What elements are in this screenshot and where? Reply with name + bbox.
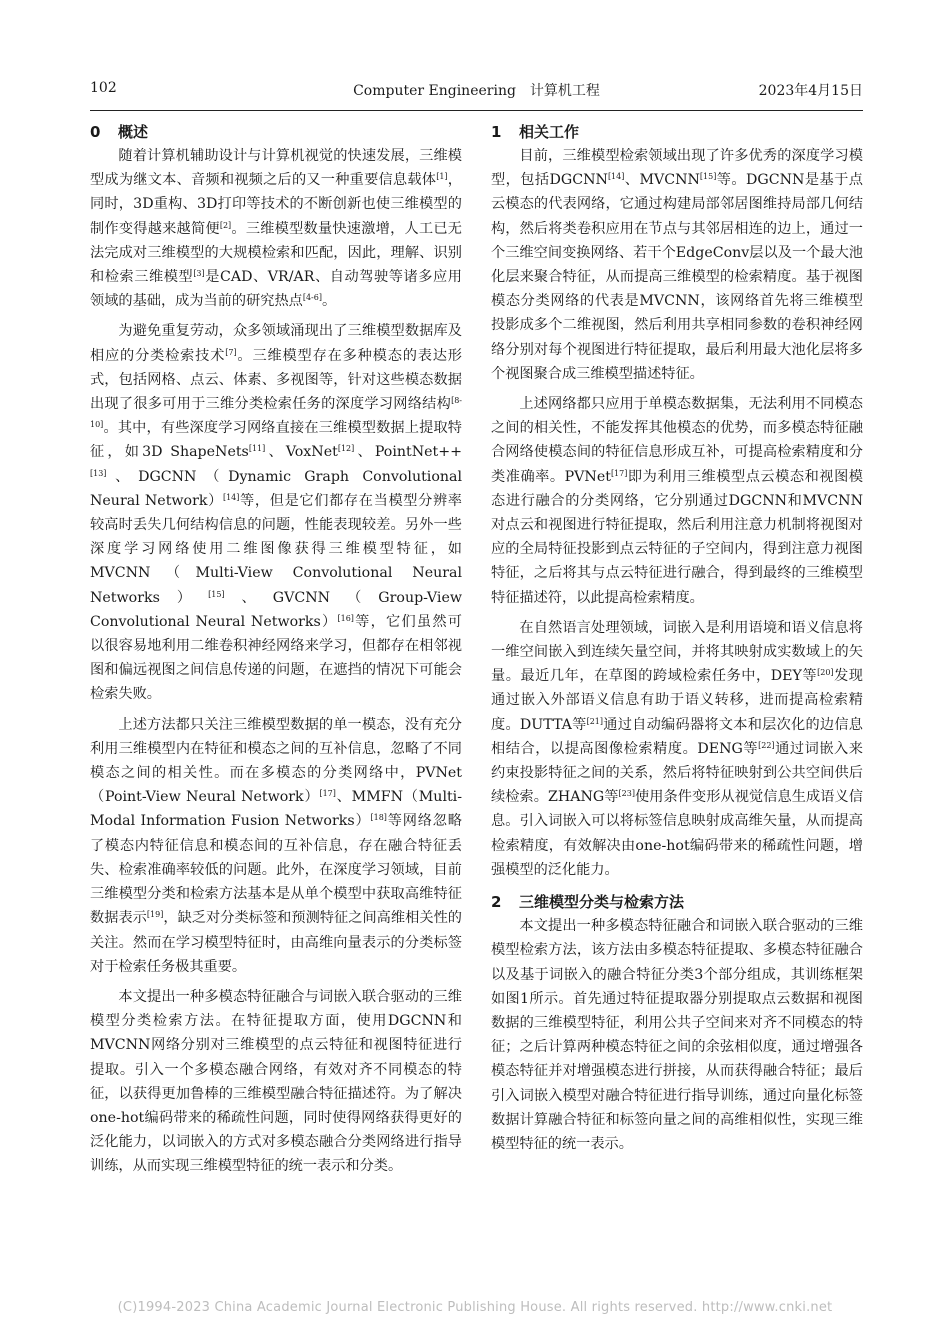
- text-run: 通过词嵌入来约束投影特征之间的关系，然后将特征映射到公共空间供后续检索。ZHANG等: [491, 740, 863, 806]
- section-number: 1: [491, 123, 502, 141]
- section-title: 概述: [118, 123, 149, 141]
- text-run: 、PointNet++: [354, 444, 462, 461]
- section-number: 0: [90, 123, 101, 141]
- text-run: 。其中，有些深度学习网络直接在三维模型数据上提取特征，如3D ShapeNets: [90, 420, 462, 461]
- text-run: 通过自动编码器将文本和层次化的边信息相结合，以提高图像检索精度。DENG等: [491, 716, 863, 757]
- citation-ref: [23]: [618, 789, 635, 799]
- header-rule: [90, 110, 863, 111]
- text-run: 在自然语言处理领域，词嵌入是利用语境和语义信息将一维空间嵌入到连续矢量空间，并将其映射成实数域上的矢量。最近几年，在草图的跨域检索任务中，DEY等: [491, 619, 863, 685]
- text-run: 为避免重复劳动，众多领域涌现出了三维模型数据库及相应的分类检索技术: [90, 323, 462, 364]
- paragraph: [491, 914, 863, 1156]
- citation-ref: [1]: [436, 172, 448, 182]
- text-run: 发现通过嵌入外部语义信息有助于语义转移，进而提高检索精度。DUTTA等: [491, 668, 863, 733]
- section-body: [90, 144, 462, 1179]
- citation-ref: [22]: [758, 740, 775, 750]
- text-run: 是CAD、VR/AR、自动驾驶等诸多应用领域的基础，成为当前的研究热点: [90, 269, 462, 310]
- citation-ref: [7]: [225, 347, 237, 357]
- text-run: 等，它们虽然可以很容易地利用二维卷积神经网络来学习，但都存在相邻视图和偏远视图之间信息传递的问题，在遮挡的情况下可能会检索失败。: [90, 613, 462, 703]
- paragraph: [90, 319, 462, 706]
- section-number: 2: [491, 893, 502, 912]
- section-title: 相关工作: [519, 123, 580, 141]
- page-number: 102: [90, 80, 117, 96]
- citation-ref: [11]: [248, 444, 266, 454]
- text-run: 等。DGCNN是基于点云模态的代表网络，它通过构建局部邻居图维持局部几何结构，然后将类卷积应用在节点与其邻居相连的边上，通过一个三维空间变换网络、若干个EdgeConv层以及一个最大池化层来聚合特征，从而提高三维模型的检索精度。基于视图模态分类网络的代表是MVCNN，该网络首先将三维模型投影成多个二维视图，然后利用共享相同参数的卷积神经网络分别对每个视图进行特征提取，最后利用最大池化层将多个视图聚合成三维模型描述特征。: [491, 172, 863, 382]
- citation-ref: [17]: [610, 468, 628, 478]
- citation-ref: [14]: [222, 492, 240, 502]
- text-run: 上述网络都只应用于单模态数据集，无法利用不同模态之间的相关性，不能发挥其他模态的优势，而多模态特征融合网络使模态间的特征信息形成互补，可提高检索精度和分类准确率。PVNet: [491, 396, 863, 485]
- text-run: 随着计算机辅助设计与计算机视觉的快速发展，三维模型成为继文本、音频和视频之后的又一种重要信息载体: [90, 148, 462, 189]
- citation-ref: [17]: [319, 789, 336, 799]
- citation-ref: [8-10]: [90, 396, 462, 430]
- section-heading: [90, 120, 462, 144]
- citation-ref: [21]: [586, 716, 603, 726]
- text-run: 等网络忽略了模态内特征信息和模态间的互补信息，存在融合特征丢失、检索准确率较低的问题。此外，在深度学习领域，目前三维模型分类和检索方法基本是从单个模型中获取高维特征数据表示: [90, 813, 462, 927]
- text-run: ，缺乏对分类标签和预测特征之间高维相关性的关注。然而在学习模型特征时，由高维向量表示的分类标签对于检索任务极其重要。: [90, 910, 462, 975]
- citation-ref: [20]: [817, 668, 834, 678]
- citation-ref: [3]: [193, 269, 205, 279]
- citation-ref: [19]: [146, 910, 164, 920]
- right-column: [491, 120, 863, 1162]
- text-run: 本文提出一种多模态特征融合和词嵌入联合驱动的三维模型检索方法，该方法由多模态特征提取、多模态特征融合以及基于词嵌入的融合特征分类3个部分组成，其训练框架如图1所示。首先通过特征提取器分别提取点云数据和视图数据的三维模型特征，利用公共子空间来对齐不同模态的特征；之后计算两种模态特征之间的余弦相似度，通过增强各模态特征并对增强模态进行拼接，从而获得融合特征；最后引入词嵌入模型对融合特征进行指导训练，通过向量化标签数据计算融合特征和标签向量之间的高维相似性，实现三维模型特征的统一表示。: [491, 918, 863, 1152]
- text-run: 、VoxNet: [265, 444, 338, 461]
- paragraph: [491, 392, 863, 610]
- page-header: [90, 80, 863, 102]
- section-heading: [491, 890, 863, 914]
- citation-ref: [2]: [219, 220, 232, 230]
- text-run: 、DGCNN（Dynamic Graph Convolutional Neural Network）: [90, 468, 462, 509]
- citation-ref: [14]: [607, 172, 625, 182]
- section-heading: [491, 120, 863, 144]
- citation-ref: [15]: [699, 172, 717, 182]
- text-run: 目前，三维模型检索领域出现了许多优秀的深度学习模型，包括DGCNN: [491, 148, 863, 189]
- citation-ref: [4-6]: [302, 293, 322, 303]
- left-column: [90, 120, 462, 1185]
- citation-ref: [15]: [208, 589, 225, 599]
- citation-ref: [12]: [337, 444, 355, 454]
- citation-ref: [16]: [337, 613, 354, 623]
- paragraph: [90, 985, 462, 1179]
- issue-date: 2023年4月15日: [758, 83, 863, 99]
- citation-ref: [13]: [90, 468, 107, 478]
- text-run: 使用条件变形从视觉信息生成语义信息。引入词嵌入可以将标签信息映射成高维矢量，从而提高检索精度，有效解决由one-hot编码带来的稀疏性问题，增强模型的泛化能力。: [491, 789, 863, 878]
- paragraph: [90, 144, 462, 313]
- text-run: 、GVCNN（Group-View Convolutional Neural Networks）: [90, 589, 462, 630]
- text-run: 上述方法都只关注三维模型数据的单一模态，没有充分利用三维模型内在特征和模态之间的互补信息，忽略了不同模态之间的相关性。而在多模态的分类网络中，PVNet（Point-View Neural Network）: [90, 716, 462, 806]
- text-run: 。三维模型数量快速激增，人工已无法完成对三维模型的大规模检索和匹配，因此，理解、识别和检索三维模型: [90, 220, 462, 286]
- journal-name: Computer Engineering 计算机工程: [353, 83, 600, 99]
- text-run: 即为利用三维模型点云模态和视图模态进行融合的分类网络，它分别通过DGCNN和MVCNN对点云和视图进行特征提取，然后利用注意力机制将视图对应的全局特征投影到点云特征的子空间内，得到注意力视图特征，之后将其与点云特征进行融合，得到最终的三维模型特征描述符，以此提高检索精度。: [491, 468, 863, 606]
- copyright-footer: (C)1994-2023 China Academic Journal Electronic Publishing House. All rights reserved. http://www.cnki.net: [117, 1300, 833, 1315]
- citation-ref: [18]: [370, 813, 387, 823]
- section-body: [491, 914, 863, 1156]
- paragraph: [491, 144, 863, 386]
- paragraph: [90, 713, 462, 979]
- text-run: 、MVCNN: [624, 172, 700, 189]
- text-run: 。三维模型存在多种模态的表达形式，包括网格、点云、体素、多视图等，针对这些模态数据出现了很多可用于三维分类检索任务的深度学习网络结构: [90, 347, 462, 413]
- text-run: 。: [321, 293, 337, 310]
- text-run: 、MMFN（Multi-Modal Information Fusion Networks）: [90, 789, 463, 830]
- section-body: [491, 144, 863, 882]
- text-run: 等，但是它们都存在当模型分辨率较高时丢失几何结构信息的问题，性能表现较差。另外一些深度学习网络使用二维图像获得三维模型特征，如MVCNN（Multi-View Convolutional Neural Networks）: [90, 492, 462, 606]
- text-run: 本文提出一种多模态特征融合与词嵌入联合驱动的三维模型分类检索方法。在特征提取方面，使用DGCNN和MVCNN网络分别对三维模型的点云特征和视图特征进行提取。引入一个多模态融合网络，有效对齐不同模态的特征，以获得更加鲁棒的三维模型融合特征描述符。为了解决one-hot编码带来的稀疏性问题，同时使得网络获得更好的泛化能力，以词嵌入的方式对多模态融合分类网络进行指导训练，从而实现三维模型特征的统一表示和分类。: [90, 988, 462, 1175]
- text-run: ，同时，3D重构、3D打印等技术的不断创新也使三维模型的制作变得越来越简便: [90, 172, 462, 237]
- section-title: 三维模型分类与检索方法: [519, 893, 685, 912]
- paragraph: [491, 616, 863, 882]
